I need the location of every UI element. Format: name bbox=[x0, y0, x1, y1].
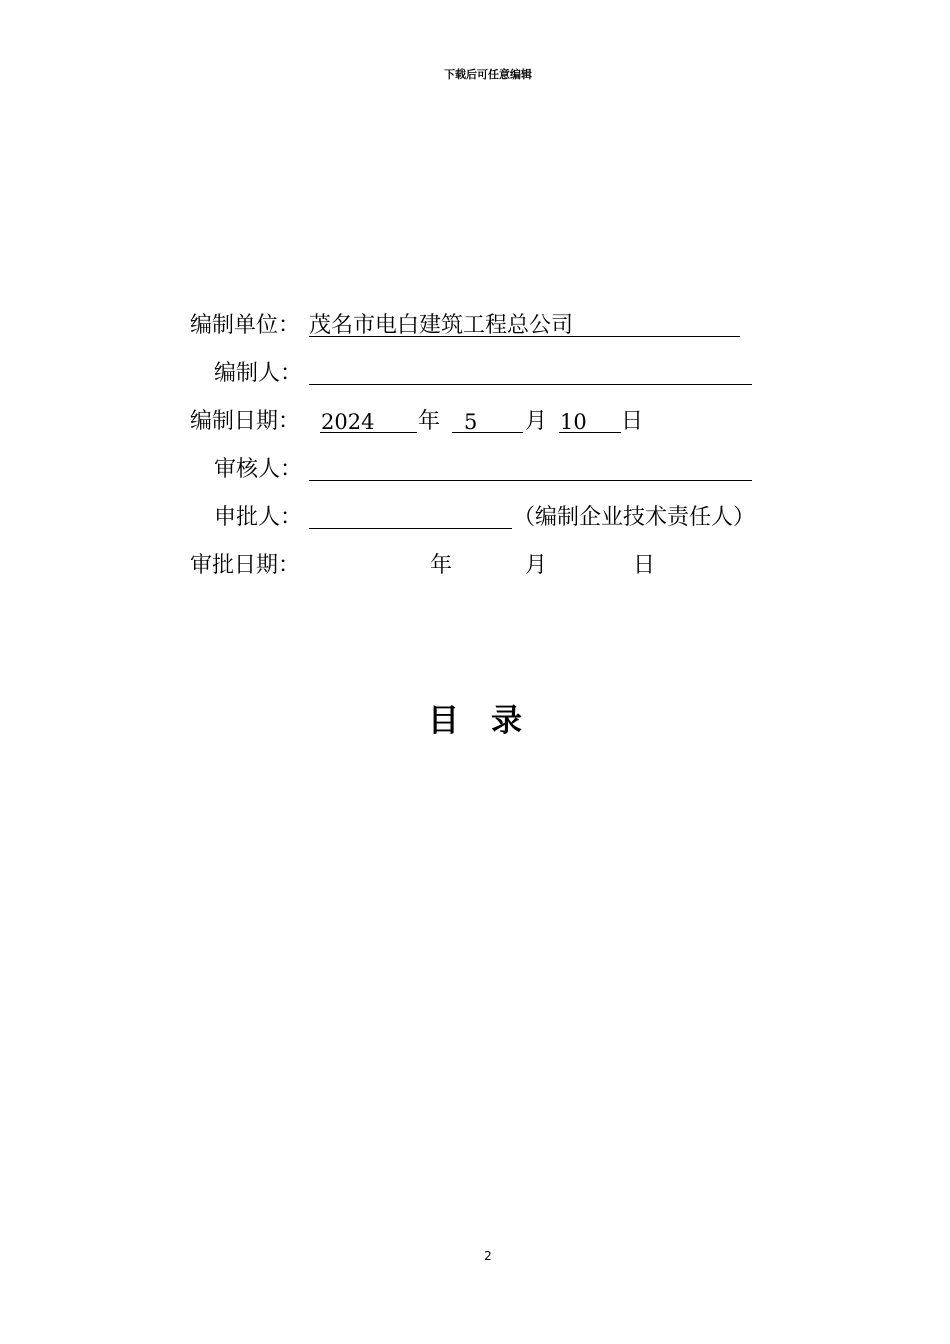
date-year-unit: 年 bbox=[418, 409, 441, 434]
date-month: 5 bbox=[464, 410, 478, 434]
date-year: 2024 bbox=[321, 410, 375, 434]
author-underline bbox=[309, 384, 752, 385]
approve-date-label: 审批日期： bbox=[190, 553, 301, 578]
form-row-date bbox=[190, 407, 690, 437]
date-day-unit: 日 bbox=[621, 409, 644, 434]
form-row-author bbox=[190, 359, 760, 389]
unit-value: 茂名市电白建筑工程总公司 bbox=[309, 313, 574, 338]
unit-label: 编制单位： bbox=[190, 313, 301, 338]
page-number: 2 bbox=[484, 1249, 492, 1263]
approve-month-unit: 月 bbox=[525, 553, 548, 578]
date-day-underline bbox=[559, 432, 621, 433]
form-row-approver bbox=[190, 503, 790, 533]
form-row-unit bbox=[190, 311, 750, 341]
unit-underline bbox=[309, 336, 740, 337]
approver-underline bbox=[309, 528, 512, 529]
toc-title: 目录 bbox=[428, 703, 554, 739]
date-year-underline bbox=[320, 432, 417, 433]
page-header: 下载后可任意编辑 bbox=[444, 68, 532, 81]
date-label: 编制日期： bbox=[190, 409, 301, 434]
approver-label: 申批人： bbox=[214, 505, 303, 530]
reviewer-underline bbox=[309, 480, 752, 481]
date-month-underline bbox=[452, 432, 523, 433]
approve-year-unit: 年 bbox=[430, 553, 453, 578]
date-month-unit: 月 bbox=[525, 409, 548, 434]
form-row-approve-date bbox=[190, 551, 690, 581]
date-day: 10 bbox=[560, 410, 587, 434]
author-label: 编制人： bbox=[214, 361, 303, 386]
form-row-reviewer bbox=[190, 455, 760, 485]
approver-note: （编制企业技术责任人） bbox=[513, 505, 756, 530]
approve-day-unit: 日 bbox=[633, 553, 656, 578]
reviewer-label: 审核人： bbox=[214, 457, 303, 482]
